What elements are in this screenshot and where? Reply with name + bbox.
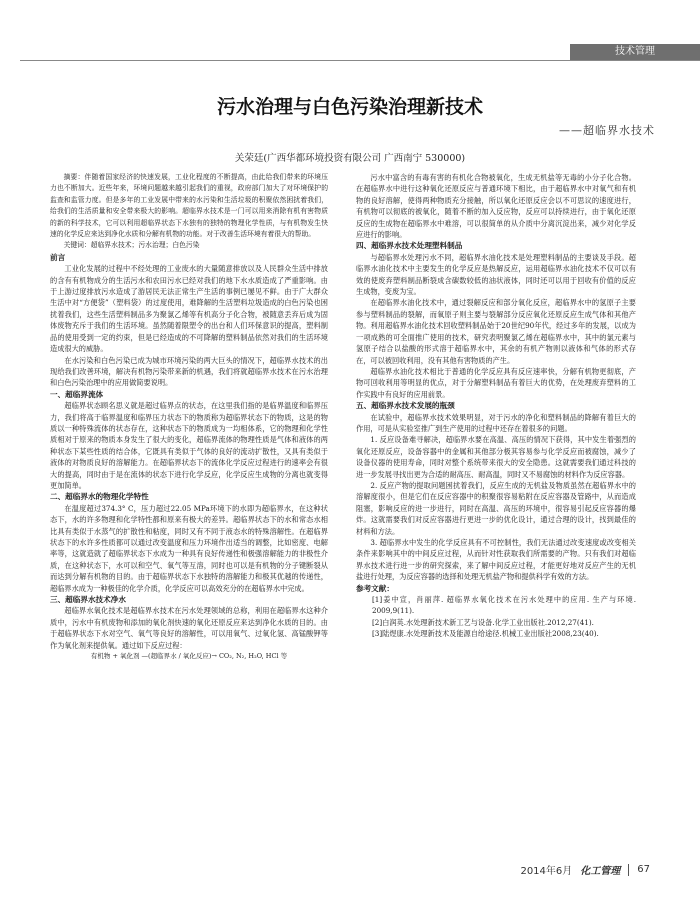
paragraph: 污水中富含的有毒有害的有机化合物被氧化，生成无机盐等无毒的小分子化合物。在超临界水中进行这种氧化还原反应与普通环境下相比，由于超临界水中对氧气和有机物的良好溶解，使得两种物质充分接触，所以氧化还原反应会以不可思议的速度进行，有机物可以彻底的被氧化，随着不断的加入反应物，反应可以持续进行，由于氧化还原反应的生成物在超临界水中难溶，可以很简单的从介质中分离沉淀出来，减少对化学反应进行的影响。 [356, 173, 636, 240]
right-column [356, 172, 636, 640]
paragraph: 2. 反应产物的提取问题困扰着我们，反应生成的无机盐及物质虽然在超临界水中的溶解度很小，但是它们在反应容器中的积聚很容易粘附在反应容器及管路中，从而造成阻塞，影响反应的进一步进行，同时在高温、高压的环境中，很容易引起反应容器的爆炸。这就需要我们对反应容器进行更进一步的优化设计，通过合理的设计，找到最佳的材料和方法。 [356, 480, 636, 536]
footer-divider [628, 864, 629, 876]
paragraph: 在试验中，超临界水技术效果明显，对于污水的净化和塑料制品的降解有着巨大的作用，可是从实验室推广到生产使用的过程中还存在着很多的问题。 [356, 412, 636, 433]
reference-item: [3]陆煜康.水处理新技术及能源自给途径.机械工业出版社2008,23(40). [372, 629, 599, 639]
author-line: 关荣廷(广西华都环境投资有限公司 广西南宁 530000) [234, 153, 466, 164]
reaction-formula: 有机物 + 氧化剂 —(超临界水 / 氧化反应)→ CO₂, N₂, H₂O, HCl 等 [90, 652, 288, 661]
paragraph: 超临界水氧化技术是超临界水技术在污水处理领域的总称，利用在超临界水这种介质中，污水中有机废物和添加的氧化剂快速的氧化还原反应来达到净化水质的目的。由于超临界状态下水对空气、氧气等良好的溶解性，可以用氧气、过氧化氢、高锰酸钾等作为氧化剂来提供氧。通过如下反应过程： [50, 606, 328, 650]
abstract: 摘要：伴随着国家经济的快速发展，工业化程度的不断提高，由此给我们带来的环境压力也不断加大。近些年来，环境问题越来越引起我们的重视，政府部门加大了对环境保护的监查和监管力度。但是多年的工业发展中带来的水污染和生活垃圾的积聚依然困扰着我们，给我们的生活质量和安全带来极大的影响。超临界水技术是一门可以用来消除有机有害物质的新的科学技术，它可以利用超临界状态下水独有的独特的物理化学性质，与有机物发生快速的化学反应来达到净化水质和分解有机物的功能。对于改善生活环境有着很大的帮助。 [50, 173, 328, 239]
section-heading-1: 一、超临界流体 [50, 389, 104, 399]
header-rule [20, 60, 700, 61]
paragraph: 超临界水油化技术相比于普通的化学反应具有反应速率快，分解有机物更彻底，产物可回收利用等明显的优点，对于分解塑料制品有着巨大的优势，在处理废弃塑料的工作实践中有良好的应用前景。 [356, 366, 636, 399]
section-heading-2: 二、超临界水的物理化学特性 [50, 492, 149, 502]
paragraph: 在水污染和白色污染已成为城市环境污染的两大巨头的情况下，超临界水技术的出现给我们改善环境，解决有机物污染带来新的机遇，我们将就超临界水技术在污水治理和白色污染治理中的应用做简要说明。 [50, 355, 328, 388]
article-title: 污水治理与白色污染治理新技术 [216, 96, 483, 118]
journal-brand: 化工管理 [580, 866, 621, 877]
reference-item: [2]白润英.水处理新技术新工艺与设备.化学工业出版社.2012,27(41). [372, 617, 594, 627]
page-number: 67 [637, 864, 650, 875]
section-heading-3: 三、超临界水技术净水 [50, 595, 126, 605]
paragraph: 1. 反应设备难寻解决，超临界水要在高温、高压的情况下获得，其中发生着强烈的氧化还原反应，设备容器中的金属和其他部分极其容易参与化学反应而被腐蚀，减少了设备仪器的使用寿命，同时对整个系统带来很大的安全隐患。这就需要我们通过科技的进一步发展寻找出更为合适的耐高压、耐高温，同时又不易腐蚀的材料作为反应容器。 [356, 435, 636, 479]
section-tag: 技术管理 [570, 44, 700, 60]
issue-date: 2014年6月 [520, 866, 573, 877]
section-heading-5: 五、超临界水技术发展的瓶颈 [356, 401, 455, 411]
paragraph: 超临界状态顾名思义就是超过临界点的状态，在这里我们指的是临界温度和临界压力，我们将高于临界温度和临界压力状态下的物质称为超临界状态下的物质，这是的物质以一种特殊流体的状态存在，这种状态下的物质成为一均相体系，它的物理和化学性质相对于原来的物质本身发生了很大的变化，超临界流体的物理性质是气体和液体的两种状态下某些性质的结合体，它既具有类似于气体的良好的流动扩散性，又具有类似于液体的对物质良好的溶解能力。在超临界状态下的流体化学反应过程进行的速率会有很大的提高，同时由于是在流体的状态下进行化学反应，化学反应生成物的分离也就变得更加简单。 [50, 401, 328, 490]
keywords: 关键词：超临界水技术；污水治理；白色污染 [63, 241, 200, 250]
section-heading-4: 四、超临界水技术处理塑料制品 [356, 241, 463, 251]
reference-item: [1]姜中宣，肖丽萍. 超临界水氧化技术在污水处理中的应用. 生产与环境. 2009,9(11). [372, 595, 636, 616]
paragraph: 与超临界水处理污水不同，超临界水油化技术是处理塑料制品的主要谈及手段。超临界水油化技术中主要发生的化学反应是热解反应，运用超临界水油化技术不仅可以有效的使废弃塑料制品断裂成含碳数较低的油状液体，同时还可以用于回收有价值的反应生成物，变废为宝。 [356, 252, 636, 297]
article-subtitle: ——超临界水技术 [559, 124, 655, 137]
paragraph: 工业化发展的过程中不经处理的工业废水的大量随意排放以及人民群众生活中排放的含有有机物成分的生活污水和农田污水已经对我们的地下水水质造成了严重影响。由于上游过度排放污水造成了游居民无法正常生产生活的事例已屡见不鲜。由于广大群众生活中对“方便袋”（塑料袋）的过度使用，难降解的生活塑料垃圾造成的白色污染也困扰着我们，这些生活塑料制品多为聚氯乙烯等有机高分子化合物，被随意丢弃后成为固体废物充斥于我们的生活环境。虽然随着限塑令的出台和人们环保意识的提高，塑料制品的使用受到一定的约束，但是已经造成的不可降解的塑料制品依然对我们的生活环境造成很大的威胁。 [50, 264, 328, 354]
paragraph: 在超临界水油化技术中，通过裂解反应和部分氧化反应，超临界水中的氢原子主要参与塑料制品的裂解，而氧原子则主要与裂解部分反应氧化还原反应生成气体和其他产物。利用超临界水油化技术回收塑料制品始于20世纪90年代，经过多年的发展，以成为一项成熟的可全面推广使用的技术，研究表明聚氯乙烯在超临界水中，其中的氯元素与氢原子结合以盐酸的形式溶于超临界水中，其余的有机产物则以液体和气体的形式存在，可以被回收利用，没有其他有害物质的产生。 [356, 298, 636, 365]
paragraph: 3. 超临界水中发生的化学反应具有不可控制性，我们无法通过改变速度或改变相关条件来影响其中的中间反应过程，从而针对性获取我们所需要的产物。只有我们对超临界水技术进行进一步的研究探索，来了解中间反应过程，才能更好地对反应产生的无机盐进行处理，为反应容器的选择和处理无机盐产物和提供科学有效的方法。 [356, 538, 636, 582]
page-footer [520, 862, 650, 877]
paragraph: 在温度超过374.3° C，压力超过22.05 MPa环境下的水即为超临界水，在这种状态下，水的许多物理和化学特性都和原来有极大的差异。超临界状态下的水和常态水相比具有类似于水蒸气的扩散性和粘度，同时又有不同于液态水的特殊溶解性。在超临界状态下的水许多性质都可以通过改变温度和压力环境作出适当的调整，比如密度、电解率等，这就造就了超临界状态下水成为一种具有良好传递性和极强溶解能力的非极性介质，在这种状态下，水可以和空气、氧气等互溶，同时也可以是有机物的分子键断裂从而达到分解有机物的目的。由于超临界状态下水独特的溶解能力和极其优越的传递性，超临界水成为一种极佳的化学介质，化学反应可以高效充分的在超临界水中完成。 [50, 503, 328, 593]
left-column [50, 172, 328, 662]
section-heading-preface: 前言 [50, 252, 66, 262]
references-heading: 参考文献： [356, 583, 394, 593]
